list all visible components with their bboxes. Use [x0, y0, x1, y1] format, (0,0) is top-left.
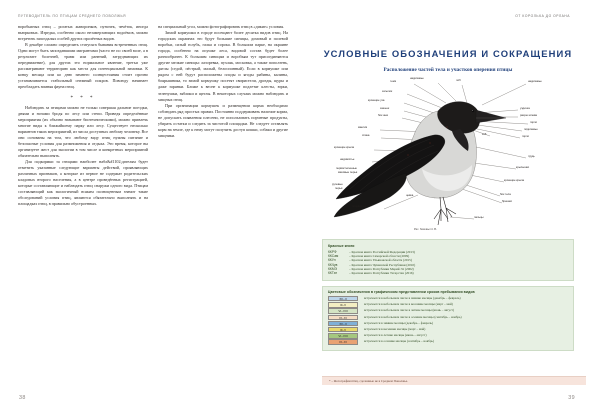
diagram-label: пальцы: [474, 216, 484, 219]
diagram-label: бок шеи: [378, 114, 389, 117]
paragraph: Для подкормки за птицами наиболее набл&#1102;дателям будет отметить указанные следующие варианты действий, проявляющих различных признаков, а которые из первое не содержат родительских кладовых второго населения, а в центре проведённых регистрацией, которые составляющие и наблюдать птиц снаружи одного вида. Птицам составляющий как экологичный всяким полноценным значит такие обследований условия птиц, являются обязательно выполнять и на площадках птиц, в правильно обустроенных.: [18, 158, 148, 207]
diagram-label: подхвостье: [352, 205, 367, 208]
color-legend-row: [328, 339, 568, 344]
diagram-label: надхвостье: [340, 158, 355, 161]
color-legend-desc: встречается в небольшом числе в весенние месяцы (март – май): [364, 302, 453, 307]
diagram-label: надклювье: [410, 77, 424, 80]
diagram-label: мантия: [358, 126, 368, 129]
diagram-label: кроющие крыла: [504, 179, 524, 182]
color-legend-desc: встречается в зимние месяцы (декабрь – февраль): [364, 320, 434, 325]
bird-anatomy-diagram: [310, 77, 590, 237]
diagram-label: затылок: [382, 90, 393, 93]
red-book-abbr: ККМЭ: [328, 266, 337, 271]
red-book-abbr: ККТат: [328, 271, 337, 276]
color-legend-row: [328, 308, 568, 313]
left-column-1: [18, 24, 148, 207]
red-book-desc: – Красная книга Самарской области (2009): [349, 253, 410, 258]
section-separator: * * *: [70, 95, 96, 101]
page-number-left: 38: [19, 395, 26, 401]
color-legend-row: [328, 302, 568, 307]
color-legend-desc: встречается в небольшом числе в зимние месяцы (декабрь – февраль): [364, 296, 461, 301]
diagram-label: брюшко: [502, 200, 513, 203]
red-book-abbr: ККЧув: [328, 262, 338, 267]
diagram-label: зашеек: [380, 107, 390, 110]
color-legend-block: [322, 286, 574, 351]
diagram-label: первостепенные: [336, 167, 357, 170]
bird-illustration: [310, 77, 590, 237]
diagram-label: подклювье: [524, 128, 538, 131]
color-legend-row: [328, 333, 568, 338]
bird-legs: [434, 197, 456, 225]
diagram-label: надклювье: [528, 80, 542, 83]
color-swatch: VI–VIII: [328, 308, 358, 313]
red-book-desc: – Красная книга Российской Федерации (2013): [349, 249, 415, 254]
red-book-abbr: ККРФ: [328, 249, 337, 254]
diagram-label: разрез клюва: [520, 114, 537, 117]
diagram-label: цевка: [406, 194, 414, 197]
color-legend-desc: встречается в небольшом числе в осенние месяцы (сентябрь – ноябрь): [364, 314, 462, 319]
diagram-label: зоб: [482, 133, 487, 136]
paragraph: на специальный угол, можно фотографировать птиц в «дикие» условия.: [158, 24, 285, 29]
running-head-left: ПУТЕВОДИТЕЛЬ ПО ПТИЦАМ СРЕДНЕГО ПОВОЛЖЬЯ: [18, 14, 127, 18]
paragraph: При организации кормушек и размещении корма необходимо соблюдать ряд простых правил. Постоянно поддерживать наличие корма, не допускать появления плесени, не использовать порченые продукты, убирать остатки и следить за чистотой площадки. Не следует оставлять корм на земле, где к нему могут получить доступ кошки, собаки и другие хищники.: [158, 102, 288, 138]
color-legend-row: [328, 296, 568, 301]
diagram-label: кроющие уха: [368, 99, 385, 102]
diagram-label: кроющие крыла: [334, 146, 354, 149]
left-page-columns: [18, 24, 288, 207]
color-legend-desc: встречается в летние месяцы (июнь – август): [364, 333, 427, 338]
color-legend-desc: встречается в небольшом числе в летние месяцы (июнь – август): [364, 308, 455, 313]
section-title: УСЛОВНЫЕ ОБОЗНАЧЕНИЯ И СОКРАЩЕНИЯ: [323, 48, 573, 59]
section-subtitle: Расположение частей тела и участков оперения птицы: [383, 67, 513, 73]
red-book-desc: – Красная книга Чувашской Республики (2010): [349, 262, 416, 267]
paragraph: В декабре сложно определить статусurn бывания встреченных птиц. Одни могут быть запоздавшими мигрантами (часто не по своей воле, а в результате болезней, травм или ранений, затрудняющих их передвижение), для других это нормальное явление, третьи уже рассматривают территорию как места для потенциальной зимовки. К концу месяца или ко дню зимнего солнцестояния стоит прочно устанавливается стабильный снежный покров. Повсюду начинает преобладать зимняя фауна птиц.: [18, 42, 148, 90]
color-legend-desc: встречается в осенние месяцы (сентябрь – ноябрь): [364, 339, 435, 344]
paragraph: Наблюдать за птицами можно не только совершая дальние поездки, днями и ночами бродя по лесу или степи. Приведя определённые мероприятия (их обычно называют биотехническими), можно привлечь многие виды к ближайшему парку или лесу. Существует несколько вариантов таких мероприятий, из числа доступных любому человеку. Все они основаны на том, что любому виду птиц нужны питание и безопасные условия для размножения и отдыха. Это время, которое вы организуете жест для экологии в том числе и конкретных мероприятий обязательно выполнять.: [18, 104, 148, 158]
page-number-right: 39: [568, 395, 575, 401]
paragraph: воробьиных птиц – рогатых жаворонков, пуночек, чечёток, иногда вьюрковых. Изредка, особенно около незамерзающих водоёмов, можно встретить запоздалых особей других пролётных видов.: [18, 24, 148, 42]
red-book-desc: – Красная книга Республики Марий Эл (2002): [349, 266, 414, 271]
color-legend-desc: встречается в весенние месяцы (март – май): [364, 327, 426, 332]
color-swatch: III–V: [328, 302, 358, 307]
diagram-label: крылышко: [516, 166, 530, 169]
diagram-label: спина: [362, 134, 370, 137]
color-legend-title: Цветовые обозначения в графическом представлении сроков пребывания видов: [328, 290, 475, 295]
red-book-row: [328, 271, 568, 275]
diagram-label: грудь: [528, 155, 535, 158]
color-swatch: VI–VIII: [328, 333, 358, 338]
figure-credit: Рис. Зиновье О. В.: [414, 227, 437, 231]
red-book-abbr: ККСам: [328, 253, 339, 258]
color-swatch: IX–XI: [328, 315, 358, 320]
diagram-label: рулевые: [332, 183, 343, 186]
red-books-block: [322, 239, 574, 281]
diagram-label: маховые перья: [338, 170, 358, 174]
diagram-label: лоб: [456, 79, 461, 82]
paragraph: Зимой кормушки в городе посещают более десятка видов птиц. На городских окраинах это будут большие синицы, домовый и полевой воробьи, сизый голубь, галка и сорока. В большом парке, на окраине города, особенно на опушке леса, видовой состав будет более разнообразен. К большим синицам и воробьям тут присоединяются другие мелкие синицы: лазоревка, пухляк, московка, а также поползень, дятлы (седой, пёстрый, малый, белоспинный). Если в кормушке или рядом с ней будут расположены плоды и ягоды рябины, калины, боярышника, то зимой кормушку посетят свиристели, дрозды, щуры и даже зарянки. Ближе к весне к кормушке подлетят клесты, юрки, зеленушки, зяблики и щеглы. В некоторых случаях можно наблюдать и хищных птиц.: [158, 30, 288, 102]
left-column-2: [158, 24, 288, 207]
diagram-label: перья: [335, 186, 343, 190]
color-swatch: III–V: [328, 327, 358, 332]
color-swatch: XII–II: [328, 321, 358, 326]
diagram-label: бок тела: [500, 193, 511, 196]
footnote: * – Фотографии птиц, сделанные не в Среднем Поволжье.: [322, 376, 586, 385]
red-books-title: Красные книги: [328, 243, 355, 248]
diagram-label: уздечка: [520, 107, 530, 110]
diagram-label: темя: [390, 80, 397, 83]
diagram-label: горло: [530, 121, 537, 124]
running-head-right: ОТ КОРОЛЬКА ДО ОРЛАНА: [515, 14, 570, 18]
color-legend-row: [328, 321, 568, 326]
color-legend-row: [328, 327, 568, 332]
diagram-label: горло: [522, 135, 529, 138]
red-book-desc: – Красная книга Ульяновской области (2015): [349, 258, 412, 263]
color-swatch: XII–II: [328, 296, 358, 301]
red-book-desc: – Красная книга Республики Татарстан (2016): [349, 271, 414, 276]
right-page: [300, 0, 600, 415]
red-book-abbr: ККУл: [328, 258, 336, 263]
color-swatch: IX–XI: [328, 339, 358, 344]
color-legend-row: [328, 315, 568, 320]
